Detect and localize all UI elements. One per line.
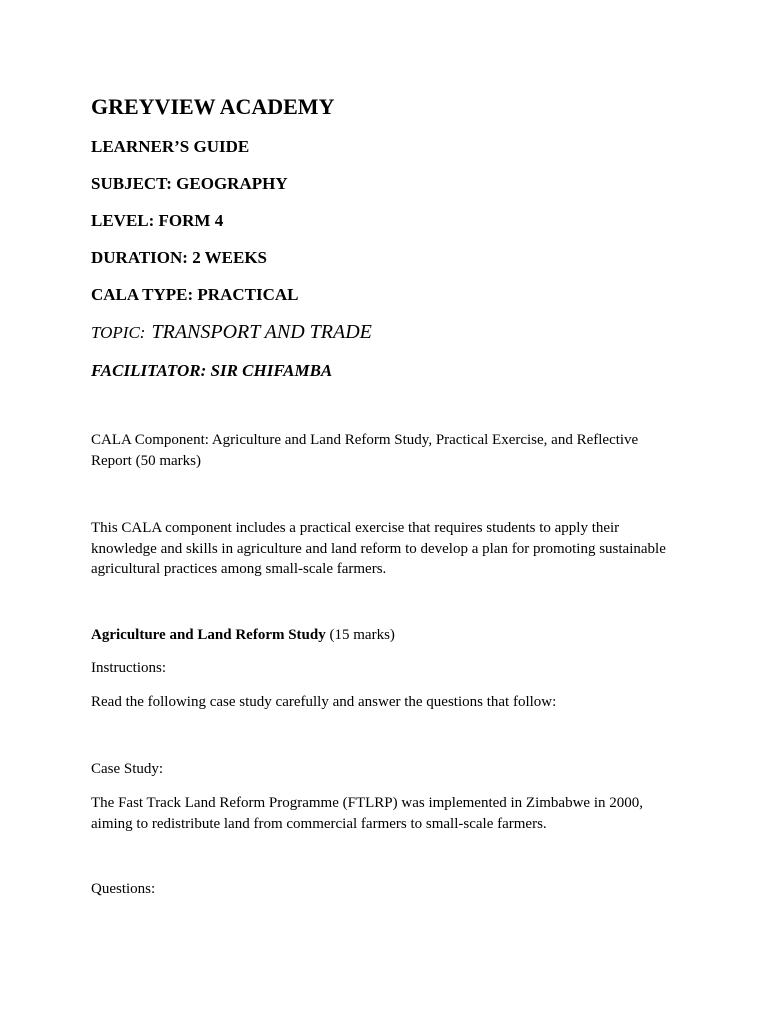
subject-line: SUBJECT: GEOGRAPHY (91, 174, 288, 193)
duration-line: DURATION: 2 WEEKS (91, 248, 268, 267)
case-study-text: The Fast Track Land Reform Programme (FTLRP) was implemented in Zimbabwe in 2000, aiming to redistribute land from commercial farmers to small-scale farmers. (91, 795, 643, 832)
section-marks: (15 marks) (325, 627, 395, 643)
school-name: GREYVIEW ACADEMY (91, 94, 335, 119)
cala-component-paragraph: CALA Component: Agriculture and Land Reform Study, Practical Exercise, and Reflective Report (50 marks) (91, 432, 639, 469)
facilitator-line: FACILITATOR: SIR CHIFAMBA (91, 361, 333, 380)
section-title: Agriculture and Land Reform Study (91, 627, 326, 643)
level-line: LEVEL: FORM 4 (91, 211, 224, 230)
questions-label: Questions: (91, 881, 156, 897)
section-heading (91, 625, 681, 646)
intro-paragraph: This CALA component includes a practical exercise that requires students to apply their knowledge and skills in agriculture and land reform to develop a plan for promoting sustainable agricultural practices among small-scale farmers. (91, 520, 666, 577)
instructions-label: Instructions: (91, 660, 166, 676)
instructions-text: Read the following case study carefully and answer the questions that follow: (91, 694, 557, 710)
topic-value: TRANSPORT AND TRADE (151, 321, 372, 343)
cala-type-line: CALA TYPE: PRACTICAL (91, 285, 299, 304)
topic-label: TOPIC: (91, 323, 146, 342)
case-study-label: Case Study: (91, 761, 164, 777)
topic-line (91, 321, 372, 344)
guide-title: LEARNER’S GUIDE (91, 137, 250, 156)
